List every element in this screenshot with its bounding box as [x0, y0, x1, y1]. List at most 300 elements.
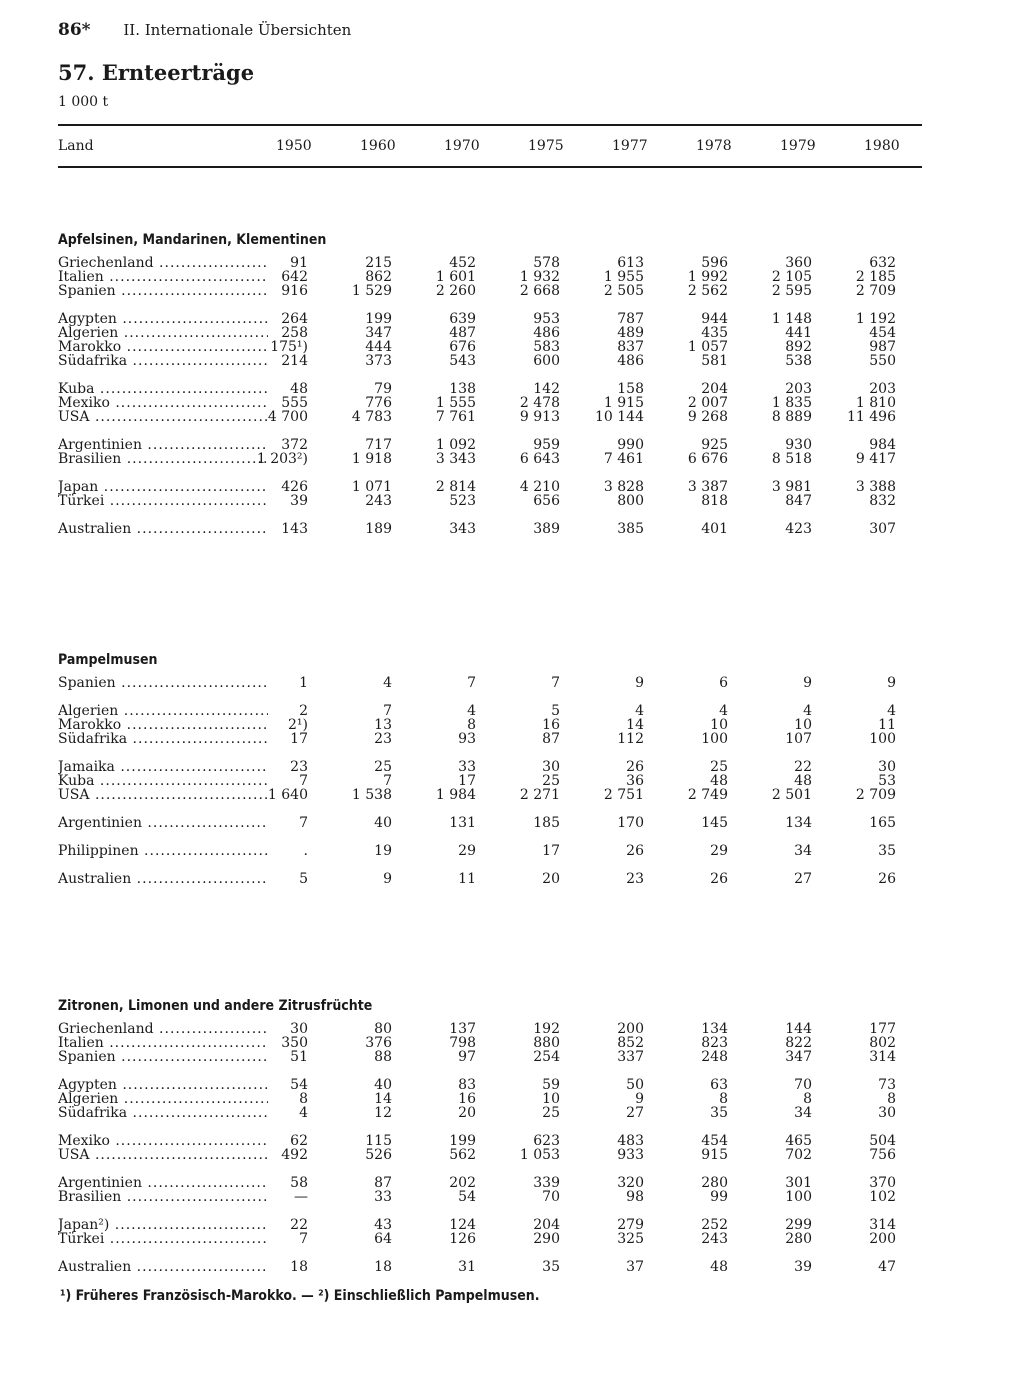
value-1978: 134: [701, 1021, 728, 1037]
country-label: USA .....: [58, 788, 268, 802]
country-label: Türkei .....: [58, 494, 268, 508]
value-1950: 916: [281, 283, 308, 299]
value-1975: 959: [533, 437, 560, 453]
value-1978: 1 992: [687, 269, 728, 285]
value-1977: 279: [617, 1217, 644, 1233]
value-1950: 58: [290, 1175, 308, 1191]
value-1980: 756: [869, 1147, 896, 1163]
value-1960: 33: [374, 1189, 392, 1205]
value-1979: 3 981: [771, 479, 812, 495]
country-label: Südafrika .....: [58, 354, 268, 368]
value-1979: 2 105: [771, 269, 812, 285]
country-label: Jamaika .....: [58, 760, 268, 774]
value-1979: 423: [785, 521, 812, 537]
value-1950: 264: [281, 311, 308, 327]
value-1960: 444: [365, 339, 392, 355]
country-label: Ägypten .....: [58, 312, 268, 326]
value-1980: 100: [869, 731, 896, 747]
table-row: [58, 774, 922, 788]
value-1970: 97: [458, 1049, 476, 1065]
value-1979: 538: [785, 353, 812, 369]
value-1950: 214: [281, 353, 308, 369]
country-label: Italien .....: [58, 1036, 268, 1050]
value-1980: 454: [869, 325, 896, 341]
value-1980: 984: [869, 437, 896, 453]
value-1980: 9 417: [855, 451, 896, 467]
value-1979: 203: [785, 381, 812, 397]
value-1960: 7: [383, 703, 392, 719]
value-1980: 4: [887, 703, 896, 719]
value-1970: 199: [449, 1133, 476, 1149]
value-1970: 93: [458, 731, 476, 747]
value-1960: 13: [374, 717, 392, 733]
value-1979: 22: [794, 759, 812, 775]
value-1975: 192: [533, 1021, 560, 1037]
value-1977: 27: [626, 1105, 644, 1121]
value-1960: 1 529: [351, 283, 392, 299]
value-1960: 7: [383, 773, 392, 789]
value-1979: 280: [785, 1231, 812, 1247]
value-1960: 1 918: [351, 451, 392, 467]
value-1975: 185: [533, 815, 560, 831]
value-1950: 4: [299, 1105, 308, 1121]
value-1950: 91: [290, 255, 308, 271]
value-1980: 3 388: [855, 479, 896, 495]
value-1978: 248: [701, 1049, 728, 1065]
value-1960: 40: [374, 1077, 392, 1093]
value-1978: 100: [701, 731, 728, 747]
country-label: Marokko .....: [58, 340, 268, 354]
country-label: Südafrika .....: [58, 732, 268, 746]
value-1975: 290: [533, 1231, 560, 1247]
value-1970: 3 343: [435, 451, 476, 467]
year-header-1960: 1960: [360, 138, 396, 154]
value-1977: 852: [617, 1035, 644, 1051]
value-1977: 200: [617, 1021, 644, 1037]
value-1960: 12: [374, 1105, 392, 1121]
value-1980: 30: [878, 759, 896, 775]
value-1950: 1 203²): [256, 451, 308, 467]
value-1979: 8 889: [771, 409, 812, 425]
value-1978: 1 057: [687, 339, 728, 355]
value-1980: 307: [869, 521, 896, 537]
section-title: Zitronen, Limonen und andere Zitrusfrüchte: [58, 998, 373, 1014]
value-1960: 215: [365, 255, 392, 271]
value-1950: 17: [290, 731, 308, 747]
value-1960: 18: [374, 1259, 392, 1275]
table-row: [58, 522, 922, 536]
value-1978: 2 007: [687, 395, 728, 411]
value-1950: 22: [290, 1217, 308, 1233]
value-1977: 170: [617, 815, 644, 831]
value-1950: 555: [281, 395, 308, 411]
value-1970: 7 761: [435, 409, 476, 425]
value-1978: 252: [701, 1217, 728, 1233]
value-1960: 23: [374, 731, 392, 747]
value-1970: 452: [449, 255, 476, 271]
value-1978: 204: [701, 381, 728, 397]
value-1977: 50: [626, 1077, 644, 1093]
value-1977: 613: [617, 255, 644, 271]
value-1950: 258: [281, 325, 308, 341]
value-1960: 9: [383, 871, 392, 887]
value-1977: 4: [635, 703, 644, 719]
table-row: [58, 1134, 922, 1148]
value-1975: 10: [542, 1091, 560, 1107]
value-1977: 14: [626, 717, 644, 733]
value-1979: 930: [785, 437, 812, 453]
value-1980: 1 810: [855, 395, 896, 411]
value-1975: 20: [542, 871, 560, 887]
value-1977: 36: [626, 773, 644, 789]
value-1950: 23: [290, 759, 308, 775]
value-1978: 29: [710, 843, 728, 859]
value-1970: 126: [449, 1231, 476, 1247]
value-1979: 100: [785, 1189, 812, 1205]
value-1975: 2 668: [519, 283, 560, 299]
value-1975: 486: [533, 325, 560, 341]
value-1978: 2 749: [687, 787, 728, 803]
country-label: USA .....: [58, 410, 268, 424]
value-1979: 301: [785, 1175, 812, 1191]
page-number: 86*: [58, 20, 91, 40]
value-1970: 33: [458, 759, 476, 775]
value-1960: 862: [365, 269, 392, 285]
value-1975: 1 053: [519, 1147, 560, 1163]
value-1970: 639: [449, 311, 476, 327]
country-label: Türkei .....: [58, 1232, 268, 1246]
value-1950: 492: [281, 1147, 308, 1163]
table-row: [58, 704, 922, 718]
table-row: [58, 1218, 922, 1232]
country-label: Australien .....: [58, 1260, 268, 1274]
year-header-1977: 1977: [612, 138, 648, 154]
value-1978: 2 562: [687, 283, 728, 299]
value-1980: 11 496: [847, 409, 896, 425]
value-1975: 1 932: [519, 269, 560, 285]
table-row: [58, 872, 922, 886]
value-1975: 70: [542, 1189, 560, 1205]
value-1970: 1 092: [435, 437, 476, 453]
value-1975: 5: [551, 703, 560, 719]
value-1980: 370: [869, 1175, 896, 1191]
value-1977: 26: [626, 843, 644, 859]
value-1950: 7: [299, 1231, 308, 1247]
value-1977: 9: [635, 675, 644, 691]
value-1975: 7: [551, 675, 560, 691]
value-1960: 64: [374, 1231, 392, 1247]
country-label: Spanien .....: [58, 1050, 268, 1064]
value-1970: 1 555: [435, 395, 476, 411]
value-1977: 837: [617, 339, 644, 355]
value-1978: 915: [701, 1147, 728, 1163]
value-1970: 16: [458, 1091, 476, 1107]
table-row: [58, 760, 922, 774]
table-row: [58, 354, 922, 368]
value-1979: 8: [803, 1091, 812, 1107]
value-1978: 25: [710, 759, 728, 775]
value-1977: 990: [617, 437, 644, 453]
value-1975: 9 913: [519, 409, 560, 425]
section-3: [58, 998, 922, 1275]
year-header-1979: 1979: [780, 138, 816, 154]
value-1950: .: [303, 843, 308, 859]
value-1978: 4: [719, 703, 728, 719]
value-1980: 2 185: [855, 269, 896, 285]
table-row: [58, 396, 922, 410]
value-1950: 7: [299, 815, 308, 831]
country-label: Griechenland .....: [58, 256, 268, 270]
year-header-1970: 1970: [444, 138, 480, 154]
table-row: [58, 1176, 922, 1190]
value-1979: 10: [794, 717, 812, 733]
value-1975: 339: [533, 1175, 560, 1191]
value-1977: 37: [626, 1259, 644, 1275]
value-1980: 102: [869, 1189, 896, 1205]
value-1950: 48: [290, 381, 308, 397]
value-1970: 4: [467, 703, 476, 719]
country-label: Kuba .....: [58, 382, 268, 396]
value-1960: 243: [365, 493, 392, 509]
table-unit: 1 000 t: [58, 94, 109, 110]
value-1978: 581: [701, 353, 728, 369]
table-row: [58, 270, 922, 284]
country-label: USA .....: [58, 1148, 268, 1162]
value-1975: 623: [533, 1133, 560, 1149]
value-1975: 4 210: [519, 479, 560, 495]
value-1980: 802: [869, 1035, 896, 1051]
value-1970: 1 601: [435, 269, 476, 285]
table-row: [58, 732, 922, 746]
value-1980: 314: [869, 1049, 896, 1065]
value-1950: 5: [299, 871, 308, 887]
value-1980: 632: [869, 255, 896, 271]
value-1960: 373: [365, 353, 392, 369]
country-label: Argentinien .....: [58, 816, 268, 830]
value-1960: 717: [365, 437, 392, 453]
table-row: [58, 438, 922, 452]
table-row: [58, 256, 922, 270]
country-label: Kuba .....: [58, 774, 268, 788]
value-1975: 35: [542, 1259, 560, 1275]
value-1979: 9: [803, 675, 812, 691]
value-1977: 489: [617, 325, 644, 341]
value-1979: 34: [794, 843, 812, 859]
value-1977: 337: [617, 1049, 644, 1065]
value-1960: 25: [374, 759, 392, 775]
value-1950: 350: [281, 1035, 308, 1051]
country-label: Japan .....: [58, 480, 268, 494]
value-1980: 2 709: [855, 787, 896, 803]
value-1978: 35: [710, 1105, 728, 1121]
value-1980: 11: [878, 717, 896, 733]
value-1970: 2 814: [435, 479, 476, 495]
value-1950: 642: [281, 269, 308, 285]
table-row: [58, 382, 922, 396]
value-1950: 372: [281, 437, 308, 453]
value-1977: 10 144: [595, 409, 644, 425]
value-1970: 202: [449, 1175, 476, 1191]
table-row: [58, 788, 922, 802]
value-1975: 25: [542, 773, 560, 789]
value-1978: 6 676: [687, 451, 728, 467]
value-1970: 343: [449, 521, 476, 537]
value-1977: 320: [617, 1175, 644, 1191]
value-1979: 892: [785, 339, 812, 355]
value-1980: 47: [878, 1259, 896, 1275]
value-1970: 138: [449, 381, 476, 397]
table-row: [58, 1232, 922, 1246]
value-1977: 933: [617, 1147, 644, 1163]
country-label: Japan²) .....: [58, 1218, 268, 1232]
value-1950: 8: [299, 1091, 308, 1107]
country-label: Mexiko .....: [58, 396, 268, 410]
value-1978: 823: [701, 1035, 728, 1051]
value-1960: 87: [374, 1175, 392, 1191]
value-1975: 880: [533, 1035, 560, 1051]
value-1970: 11: [458, 871, 476, 887]
value-1980: 2 709: [855, 283, 896, 299]
value-1979: 48: [794, 773, 812, 789]
value-1978: 818: [701, 493, 728, 509]
value-1979: 70: [794, 1077, 812, 1093]
value-1978: 596: [701, 255, 728, 271]
country-label: Italien .....: [58, 270, 268, 284]
value-1975: 87: [542, 731, 560, 747]
value-1980: 504: [869, 1133, 896, 1149]
value-1950: 2¹): [288, 717, 308, 733]
table-row: [58, 1022, 922, 1036]
value-1970: 137: [449, 1021, 476, 1037]
value-1975: 583: [533, 339, 560, 355]
country-label: Algerien .....: [58, 1092, 268, 1106]
table-row: [58, 1106, 922, 1120]
value-1960: 347: [365, 325, 392, 341]
value-1970: 676: [449, 339, 476, 355]
value-1960: 199: [365, 311, 392, 327]
value-1980: 200: [869, 1231, 896, 1247]
table-row: [58, 1190, 922, 1204]
country-label: Brasilien .....: [58, 452, 268, 466]
value-1979: 822: [785, 1035, 812, 1051]
value-1978: 26: [710, 871, 728, 887]
value-1978: 454: [701, 1133, 728, 1149]
value-1960: 526: [365, 1147, 392, 1163]
value-1979: 702: [785, 1147, 812, 1163]
value-1970: 131: [449, 815, 476, 831]
value-1975: 578: [533, 255, 560, 271]
value-1970: 83: [458, 1077, 476, 1093]
section-title: Pampelmusen: [58, 652, 158, 668]
value-1950: 18: [290, 1259, 308, 1275]
country-label: Marokko .....: [58, 718, 268, 732]
value-1979: 1 835: [771, 395, 812, 411]
value-1977: 158: [617, 381, 644, 397]
value-1950: 4 700: [267, 409, 308, 425]
value-1978: 48: [710, 1259, 728, 1275]
value-1960: 43: [374, 1217, 392, 1233]
country-label: Spanien .....: [58, 284, 268, 298]
value-1978: 145: [701, 815, 728, 831]
value-1975: 656: [533, 493, 560, 509]
value-1978: 6: [719, 675, 728, 691]
value-1975: 2 271: [519, 787, 560, 803]
value-1960: 40: [374, 815, 392, 831]
value-1950: 54: [290, 1077, 308, 1093]
table-row: [58, 284, 922, 298]
value-1975: 17: [542, 843, 560, 859]
value-1979: 34: [794, 1105, 812, 1121]
value-1980: 9: [887, 675, 896, 691]
value-1950: 30: [290, 1021, 308, 1037]
value-1950: 1 640: [267, 787, 308, 803]
value-1975: 16: [542, 717, 560, 733]
country-label: Mexiko .....: [58, 1134, 268, 1148]
table-row: [58, 1092, 922, 1106]
table-row: [58, 1148, 922, 1162]
country-label: Australien .....: [58, 522, 268, 536]
value-1950: 175¹): [270, 339, 308, 355]
value-1960: 79: [374, 381, 392, 397]
value-1970: 8: [467, 717, 476, 733]
value-1978: 435: [701, 325, 728, 341]
value-1960: 1 538: [351, 787, 392, 803]
value-1978: 48: [710, 773, 728, 789]
value-1978: 280: [701, 1175, 728, 1191]
value-1977: 112: [617, 731, 644, 747]
page-header: [58, 20, 351, 40]
table-row: [58, 1260, 922, 1274]
table-row: [58, 452, 922, 466]
value-1960: 88: [374, 1049, 392, 1065]
value-1950: 143: [281, 521, 308, 537]
table-title: 57. Ernteerträge: [58, 60, 255, 85]
value-1970: 523: [449, 493, 476, 509]
value-1977: 7 461: [603, 451, 644, 467]
value-1960: 4 783: [351, 409, 392, 425]
value-1977: 2 505: [603, 283, 644, 299]
value-1977: 9: [635, 1091, 644, 1107]
value-1980: 73: [878, 1077, 896, 1093]
year-header-1975: 1975: [528, 138, 564, 154]
value-1980: 53: [878, 773, 896, 789]
year-header-1950: 1950: [276, 138, 312, 154]
value-1978: 9 268: [687, 409, 728, 425]
value-1979: 360: [785, 255, 812, 271]
value-1977: 1 955: [603, 269, 644, 285]
value-1970: 798: [449, 1035, 476, 1051]
value-1978: 925: [701, 437, 728, 453]
value-1979: 4: [803, 703, 812, 719]
value-1975: 142: [533, 381, 560, 397]
country-label: Südafrika .....: [58, 1106, 268, 1120]
table-row: [58, 410, 922, 424]
table-header-rule: [58, 166, 922, 168]
value-1979: 27: [794, 871, 812, 887]
value-1978: 99: [710, 1189, 728, 1205]
table-row: [58, 1078, 922, 1092]
country-label: Griechenland .....: [58, 1022, 268, 1036]
country-label: Argentinien .....: [58, 1176, 268, 1190]
value-1975: 254: [533, 1049, 560, 1065]
table-row: [58, 676, 922, 690]
value-1979: 2 501: [771, 787, 812, 803]
value-1979: 847: [785, 493, 812, 509]
value-1977: 2 751: [603, 787, 644, 803]
value-1977: 1 915: [603, 395, 644, 411]
value-1978: 243: [701, 1231, 728, 1247]
value-1980: 165: [869, 815, 896, 831]
